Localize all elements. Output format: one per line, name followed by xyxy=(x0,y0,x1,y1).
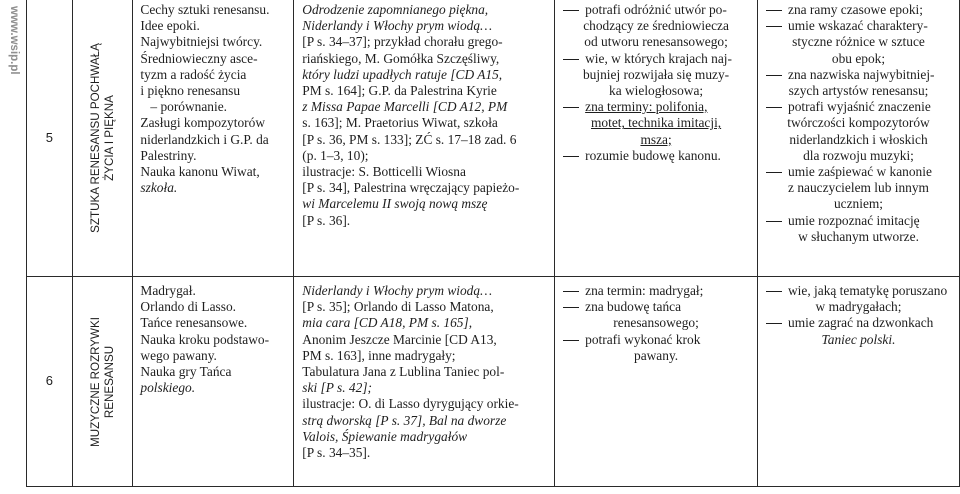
requirement-item: umie wskazać charaktery- xyxy=(764,18,953,34)
lesson-theme: SZTUKA RENESANSU POCHWAŁĄ ŻYCIA I PIĘKNA xyxy=(88,43,116,233)
topic-line: Najwybitniejsi twórcy. xyxy=(140,34,263,50)
extended-requirements-cell xyxy=(758,277,960,487)
requirement-line: msza; xyxy=(640,131,672,147)
material-line: Odrodzenie zapomnianego piękna, xyxy=(302,2,489,17)
material-line: ski [P s. 42]; xyxy=(302,380,372,396)
material-line: PM s. 163], inne madrygały; xyxy=(302,347,456,363)
material-line: [P s. 36]. xyxy=(302,212,351,228)
material-line: strą dworską [P s. 37], Bal na dworze xyxy=(302,412,507,428)
topic-line: polskiego. xyxy=(140,380,196,396)
material-line: [P s. 36, PM s. 133]; ZĆ s. 17–18 zad. 6 xyxy=(302,131,517,147)
requirement-line: od utworu renesansowego; xyxy=(584,34,728,50)
extended-requirements-cell xyxy=(758,0,960,277)
publisher-watermark xyxy=(0,0,26,494)
topic-line: i piękno renesansu xyxy=(140,83,241,99)
requirement-line: renesansowego; xyxy=(613,315,699,331)
requirement-item: potrafi wykonać krok xyxy=(561,332,751,348)
material-line: Niderlandy i Włochy prym wiodą… xyxy=(302,283,492,298)
material-line: (p. 1–3, 10); xyxy=(302,147,369,163)
topic-line: niderlandzkich i G.P. da xyxy=(140,131,269,147)
topics-cell xyxy=(133,277,294,487)
material-line: PM s. 164]; G.P. da Palestrina Kyrie xyxy=(302,83,497,99)
lesson-theme-cell xyxy=(72,277,133,487)
material-line: riańskiego, M. Gomółka Szczęśliwy, xyxy=(302,50,500,66)
materials-cell xyxy=(294,0,555,277)
requirement-line: dla rozwoju muzyki; xyxy=(803,147,914,163)
material-line: [P s. 34–37]; przykład chorału grego- xyxy=(302,34,503,50)
requirement-line: niderlandzkich i włoskich xyxy=(789,131,928,147)
requirement-line: uczniem; xyxy=(833,196,884,212)
requirement-line: w słuchanym utworze. xyxy=(798,228,919,244)
requirement-line: motet, technika imitacji, xyxy=(590,115,722,131)
material-line: Tabulatura Jana z Lublina Taniec pol- xyxy=(302,364,505,380)
material-line: ilustracje: O. di Lasso dyrygujący orkie- xyxy=(302,396,519,412)
requirement-item: rozumie budowę kanonu. xyxy=(561,148,751,164)
requirement-item: zna terminy: polifonia, xyxy=(561,99,751,115)
requirement-line: pawany. xyxy=(634,347,679,363)
requirement-line: bujniej rozwijała się muzy- xyxy=(582,66,730,82)
table-row xyxy=(27,277,960,487)
requirement-line: z nauczycielem lub innym xyxy=(788,180,929,196)
lesson-theme: MUZYCZNE ROZRYWKI RENESANSU xyxy=(88,316,116,447)
requirement-line: obu epok; xyxy=(831,50,886,66)
topic-line: Nauka gry Tańca xyxy=(140,364,232,380)
requirement-item: potrafi odróżnić utwór po- xyxy=(561,2,751,18)
topic-line: szkoła. xyxy=(140,180,178,196)
requirement-item: zna budowę tańca xyxy=(561,299,751,315)
requirement-line: styczne różnice w sztuce xyxy=(792,34,925,50)
requirement-item: zna ramy czasowe epoki; xyxy=(764,2,953,18)
topic-line: – porównanie. xyxy=(150,99,228,115)
topics-cell xyxy=(133,0,294,277)
material-line: Anonim Jeszcze Marcinie [CD A13, xyxy=(302,331,497,347)
material-line: Valois, Śpiewanie madrygałów xyxy=(302,428,468,444)
lesson-number: 5 xyxy=(27,0,73,277)
requirement-line: Taniec polski. xyxy=(821,331,896,347)
topic-line: tyzm a radość życia xyxy=(140,66,247,82)
requirement-item: wie, jaką tematykę poruszano xyxy=(764,283,953,299)
topic-line: Madrygał. xyxy=(140,283,196,298)
topic-line: Tańce renesansowe. xyxy=(140,315,248,331)
watermark-text: www.wsip.pl xyxy=(8,6,20,75)
requirement-item: wie, w których krajach naj- xyxy=(561,51,751,67)
curriculum-table xyxy=(26,0,960,487)
material-line: s. 163]; M. Praetorius Wiwat, szkoła xyxy=(302,115,498,131)
requirement-line: ka wielogłosowa; xyxy=(609,83,704,99)
lesson-number: 6 xyxy=(27,277,73,487)
material-line: wi Marcelemu II swoją nową mszę xyxy=(302,196,488,212)
topic-line: Palestriny. xyxy=(140,147,197,163)
requirement-item: zna nazwiska najwybitniej- xyxy=(764,67,953,83)
requirement-line: w madrygałach; xyxy=(815,299,902,315)
requirement-line: chodzący ze średniowiecza xyxy=(583,18,729,34)
requirement-item: potrafi wyjaśnić znaczenie xyxy=(764,99,953,115)
material-line: mia cara [CD A18, PM s. 165], xyxy=(302,315,473,331)
requirement-line: twórczości kompozytorów xyxy=(787,115,930,131)
requirement-item: umie rozpoznać imitację xyxy=(764,213,953,229)
material-line: [P s. 34–35]. xyxy=(302,445,371,461)
material-line: [P s. 35]; Orlando di Lasso Matona, xyxy=(302,299,494,315)
material-line: z Missa Papae Marcelli [CD A12, PM xyxy=(302,99,508,115)
material-line: ilustracje: S. Botticelli Wiosna xyxy=(302,164,466,180)
topic-line: Cechy sztuki renesansu. xyxy=(140,2,270,17)
requirement-line: szych artystów renesansu; xyxy=(788,83,929,99)
topic-line: Średniowieczny asce- xyxy=(140,50,258,66)
requirement-item: umie zagrać na dzwonkach xyxy=(764,315,953,331)
topic-line: Nauka kanonu Wiwat, xyxy=(140,164,260,180)
topic-line: Orlando di Lasso. xyxy=(140,299,236,315)
materials-cell xyxy=(294,277,555,487)
topic-line: Nauka kroku podstawo- xyxy=(140,331,270,347)
topic-line: wego pawany. xyxy=(140,347,217,363)
basic-requirements-cell xyxy=(555,277,758,487)
material-line: [P s. 34], Palestrina wręczający papieżo- xyxy=(302,180,520,196)
basic-requirements-cell xyxy=(555,0,758,277)
topic-line: Idee epoki. xyxy=(140,18,200,34)
table-row xyxy=(27,0,960,277)
topic-line: Zasługi kompozytorów xyxy=(140,115,265,131)
material-line: który ludzi upadłych ratuje [CD A15, xyxy=(302,66,503,82)
requirement-item: zna termin: madrygał; xyxy=(561,283,751,299)
material-line: Niderlandy i Włochy prym wiodą… xyxy=(302,18,492,34)
lesson-theme-cell xyxy=(72,0,133,277)
requirement-item: umie zaśpiewać w kanonie xyxy=(764,164,953,180)
